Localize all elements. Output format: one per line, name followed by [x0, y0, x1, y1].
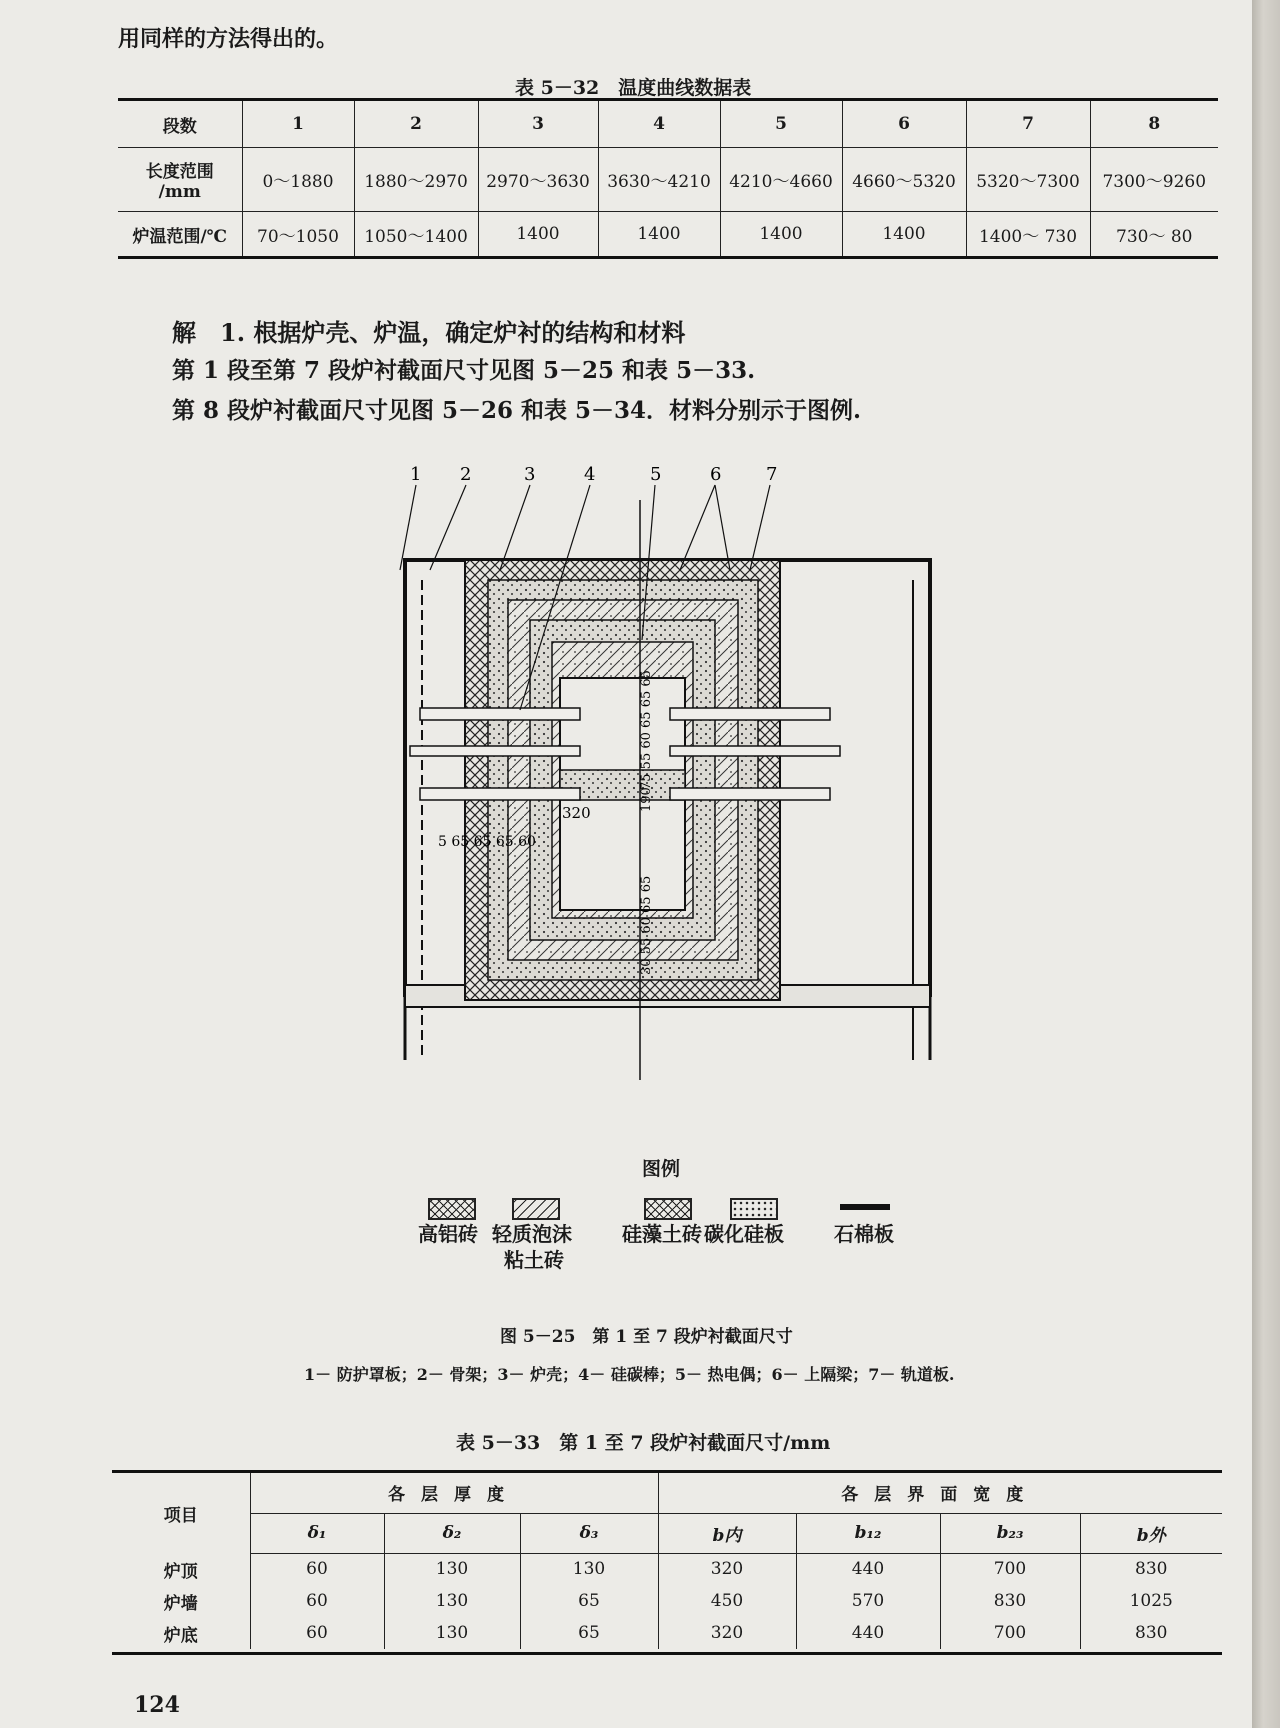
solution-line-3: 第 8 段炉衬截面尺寸见图 5－26 和表 5－34．材料分别示于图例. — [172, 397, 862, 424]
column-group-width: 各层界面宽度 — [658, 1473, 1222, 1513]
table-cell: 700 — [940, 1553, 1080, 1585]
table-cell: 70～1050 — [242, 212, 354, 258]
column-group-thickness: 各层厚度 — [250, 1473, 658, 1513]
legend-label: 轻质泡沫 — [492, 1222, 572, 1246]
heating-rod — [420, 708, 580, 720]
legend-label: 石棉板 — [834, 1222, 894, 1246]
table-row — [118, 148, 1218, 212]
table-cell: 7 — [966, 100, 1090, 148]
column-header: δ₂ — [384, 1513, 520, 1553]
table-cell: 60 — [250, 1553, 384, 1585]
table-cell: 0～1880 — [242, 148, 354, 212]
solution-line-2: 第 1 段至第 7 段炉衬截面尺寸见图 5－25 和表 5－33. — [172, 357, 756, 384]
dimension-label: 5 65 65 65 60 — [438, 834, 536, 850]
row-label: 炉顶 — [112, 1553, 250, 1585]
table-cell: 2 — [354, 100, 478, 148]
table-cell: 6 — [842, 100, 966, 148]
length-label-2: /mm — [158, 182, 201, 202]
silicon-carbide-board-swatch — [730, 1198, 778, 1220]
light-foam-clay-brick-swatch — [512, 1198, 560, 1220]
callout-label: 3 — [524, 464, 536, 485]
legend-label: 碳化硅板 — [704, 1222, 784, 1246]
table-cell: 2970～3630 — [478, 148, 598, 212]
dimension-label: 30 55 60 65 65 — [639, 875, 654, 975]
table-cell: 830 — [1135, 1623, 1168, 1643]
table-cell: 8 — [1090, 100, 1218, 148]
column-header: δ₃ — [520, 1513, 658, 1553]
table-cell: 60 — [250, 1585, 384, 1617]
table-cell: 1880～2970 — [354, 148, 478, 212]
table-cell: 1400 — [720, 212, 842, 258]
figure-notes: 1－ 防护罩板；2－ 骨架；3－ 炉壳；4－ 硅碳棒；5－ 热电偶；6－ 上隔梁；7－ 轨道板. — [304, 1365, 955, 1384]
table-cell: 65 — [520, 1585, 658, 1617]
callout-label: 6 — [710, 464, 722, 485]
table-cell: 60 — [250, 1617, 384, 1649]
length-label-1: 长度范围 — [145, 162, 214, 182]
table-cell: 1050～1400 — [354, 212, 478, 258]
top-line: 用同样的方法得出的。 — [118, 26, 339, 52]
table-cell: 1400～ 730 — [966, 212, 1090, 258]
legend-title: 图例 — [642, 1158, 681, 1180]
callout-label: 1 — [410, 464, 422, 485]
diatomite-brick-swatch — [644, 1198, 692, 1220]
table-cell: 320 — [658, 1553, 796, 1585]
heating-rod — [420, 788, 580, 800]
table-cell: 3630～4210 — [598, 148, 720, 212]
table-cell: 4210～4660 — [720, 148, 842, 212]
table-cell: 130 — [520, 1553, 658, 1585]
table-cell: 段数 — [118, 100, 242, 148]
table-cell: 1400 — [598, 212, 720, 258]
lining-dimensions-table — [112, 1473, 1222, 1649]
heating-rod — [670, 746, 840, 756]
table-row — [112, 1553, 1222, 1585]
table-cell: 440 — [796, 1553, 940, 1585]
callout-label: 5 — [650, 464, 662, 485]
legend-label: 硅藻土砖 — [622, 1222, 702, 1246]
table-cell: 130 — [384, 1553, 520, 1585]
heating-rod — [670, 788, 830, 800]
dimension-label: 75 55 60 65 65 65 — [639, 670, 654, 790]
table-cell: 730～ 80 — [1090, 212, 1218, 258]
table-cell: 440 — [796, 1617, 940, 1649]
table-cell: 3 — [478, 100, 598, 148]
table-cell: 7300～9260 — [1090, 148, 1218, 212]
dimension-label: 190 — [639, 787, 654, 812]
table-cell: 320 — [658, 1617, 796, 1649]
callout-label: 4 — [584, 464, 596, 485]
callout-label: 2 — [460, 464, 472, 485]
table-cell: 450 — [658, 1585, 796, 1617]
table33-caption: 表 5－33 第 1 至 7 段炉衬截面尺寸/mm — [456, 1432, 831, 1454]
legend-label: 高铝砖 — [418, 1222, 478, 1246]
figure-caption: 图 5－25 第 1 至 7 段炉衬截面尺寸 — [500, 1327, 793, 1347]
table-cell: 830 — [1135, 1559, 1168, 1580]
column-header: b内 — [658, 1513, 796, 1553]
table-row-header — [118, 148, 242, 212]
table-row — [112, 1585, 1222, 1617]
table-row-header: 炉温范围/℃ — [118, 212, 242, 258]
table-row — [112, 1513, 1222, 1553]
table-cell: 5 — [720, 100, 842, 148]
table-cell: 5320～7300 — [966, 148, 1090, 212]
column-header: b₁₂ — [796, 1513, 940, 1553]
high-alumina-brick-swatch — [428, 1198, 476, 1220]
page-number: 124 — [134, 1692, 180, 1718]
temperature-table — [118, 98, 1218, 259]
row-label: 炉墙 — [112, 1585, 250, 1617]
table-cell: 1400 — [478, 212, 598, 258]
column-header: δ₁ — [250, 1513, 384, 1553]
table-cell: 65 — [520, 1617, 658, 1649]
table-row — [118, 212, 1218, 258]
heating-rod — [410, 746, 580, 756]
column-header: b₂₃ — [940, 1513, 1080, 1553]
table32-caption: 表 5－32 温度曲线数据表 — [515, 77, 752, 99]
table-cell: 700 — [940, 1617, 1080, 1649]
column-header-item: 项目 — [112, 1473, 250, 1553]
table-cell: 1400 — [842, 212, 966, 258]
table-rule — [112, 1652, 1222, 1655]
table-cell: 1025 — [1129, 1591, 1173, 1611]
furnace-section-diagram — [380, 464, 960, 1100]
asbestos-board-swatch — [840, 1204, 890, 1210]
table-cell: 4660～5320 — [842, 148, 966, 212]
table-row — [112, 1617, 1222, 1649]
solution-heading: 解 1. 根据炉壳、炉温，确定炉衬的结构和材料 — [172, 318, 686, 347]
table-cell: 4 — [598, 100, 720, 148]
table-cell: 130 — [384, 1585, 520, 1617]
page-edge — [1252, 0, 1280, 1728]
table-cell: 570 — [796, 1585, 940, 1617]
dimension-label: 320 — [562, 804, 591, 822]
heating-rod — [670, 708, 830, 720]
legend-label-line2: 粘土砖 — [504, 1248, 564, 1272]
table-cell: 830 — [940, 1585, 1080, 1617]
table-cell: 130 — [384, 1617, 520, 1649]
table-row — [118, 100, 1218, 148]
column-header: b外 — [1080, 1513, 1222, 1553]
row-label: 炉底 — [112, 1617, 250, 1649]
callout-label: 7 — [766, 464, 778, 485]
table-row — [112, 1473, 1222, 1513]
table-cell: 1 — [242, 100, 354, 148]
